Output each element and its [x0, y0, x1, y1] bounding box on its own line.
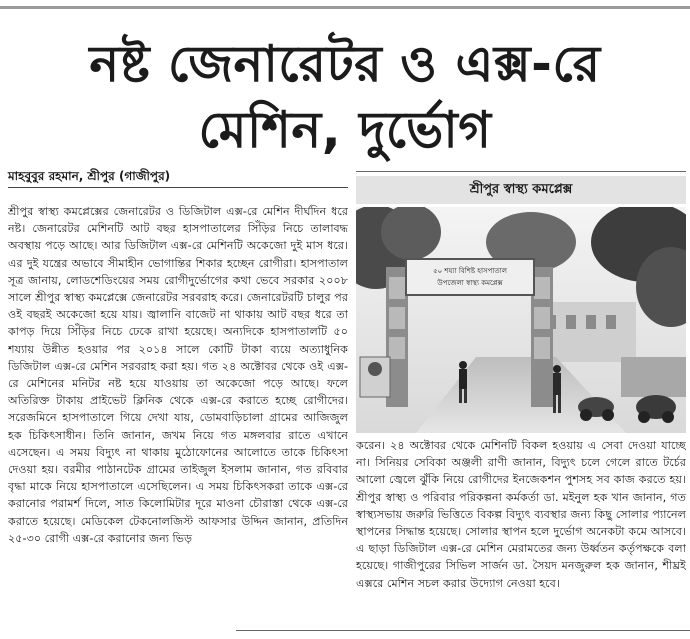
photo-caption: শ্রীপুর স্বাস্থ্য কমপ্লেক্স	[356, 176, 686, 204]
article-body-left-column	[8, 203, 348, 639]
svg-text:৫০ শয্যা বিশিষ্ট হাসপাতাল: ৫০ শয্যা বিশিষ্ট হাসপাতাল	[433, 267, 507, 275]
hospital-gate-photo	[356, 207, 686, 433]
headline-line-1: নষ্ট জেনারেটর ও এক্স-রে	[89, 35, 601, 93]
svg-text:উপজেলা স্বাস্থ্য কমপ্লেক্স: উপজেলা স্বাস্থ্য কমপ্লেক্স	[437, 279, 503, 287]
article-text-left: শ্রীপুর স্বাস্থ্য কমপ্লেক্সের জেনারেটর ও ডিজিটাল এক্স-রে মেশিন দীর্ঘদিন ধরে নষ্ট। জেনারেটর মেশিনটি আট বছর হাসপাতালের সিঁড়ির নিচে তালাবদ্ধ অবস্থায় পড়ে আছে। আর ডিজিটাল এক্স-রে মেশিনটি অকেজো দুই মাস ধরে। এর দুই যন্ত্রের অভাবে সীমাহীন ভোগান্তির শিকার হচ্ছেন রোগীরা। হাসপাতাল সূত্র জানায়, লোডশেডিংয়ের সময় রোগীদুর্ভোগের কথা ভেবে সরকার ২০০৮ সালে শ্রীপুর স্বাস্থ্য কমপ্লেক্সে জেনারেটর সরবরাহ করে। জেনারেটরটি চালুর পর ওই বছরই অকেজো হয়ে যায়। জ্বালানি বাজেট না থাকায় আট বছর ধরে তা কাপড় দিয়ে সিঁড়ির নিচে ঢেকে রাখা হয়েছে। অন্যদিকে হাসপাতালটি ৫০ শয্যায় উন্নীত হওয়ার পর ২০১৪ সালে কোটি টাকা ব্যয়ে অত্যাধুনিক ডিজিটাল এক্স-রে মেশিন সরবরাহ করা হয়। গত ২৪ অক্টোবর থেকে ওই এক্স-রে মেশিনের মনিটর নষ্ট হয়ে যাওয়ায় তা অকেজো পড়ে আছে। ফলে অতিরিক্ত টাকায় প্রাইভেট ক্লিনিক থেকে এক্স-রে করাতে হচ্ছে রোগীদের। সরেজমিনে হাসপাতালে গিয়ে দেখা যায়, ডোমবাড়িচালা গ্রামের আজিজুল হক চিকিৎসাধীন। তিনি জানান, জখম নিয়ে গত মঙ্গলবার রাতে এখানে এসেছেন। এ সময় বিদ্যুৎ না থাকায় মুঠোফোনের আলোতে তাকে চিকিৎসা দেওয়া হয়। বরমীর পাঠানটেক গ্রামের তাইজুল ইসলাম জানান, গত রবিবার বৃদ্ধা মাকে নিয়ে হাসপাতালে এসেছিলেন। এ সময় চিকিৎসকরা তাকে এক্স-রে করানোর পরামর্শ দিলে, সাত কিলোমিটার দূরে মাওনা চৌরাস্তা থেকে এক্স-রে করাতে হয়েছে। মেডিকেল টেকনোলজিস্ট আফসার উদ্দিন জানান, প্রতিদিন ২৫-৩০ রোগী এক্স-রে করানোর জন্য ভিড়	[8, 205, 348, 545]
top-rule	[0, 6, 690, 9]
headline-line-2: মেশিন, দুর্ভোগ	[198, 101, 492, 159]
byline-rule	[8, 187, 348, 188]
byline: মাহবুবুর রহমান, শ্রীপুর (গাজীপুর)	[8, 169, 171, 183]
article-text-right: করেন। ২৪ অক্টোবর থেকে মেশিনটি বিকল হওয়ায় এ সেবা দেওয়া যাচ্ছে না। সিনিয়র সেবিকা অঞ্জলী রাণী জানান, বিদ্যুৎ চলে গেলে রাতে টর্চের আলো জ্বেলে ঝুঁকি নিয়ে রোগীদের ইনজেকশন পুশসহ সব কাজ করতে হয়। শ্রীপুর স্বাস্থ্য ও পরিবার পরিকল্পনা কর্মকর্তা ডা. মইনুল হক খান জানান, গত স্বাস্থ্যসভায় জরুরি ভিত্তিতে বিকল্প বিদ্যুৎ ব্যবস্থার জন্য কিছু সোলার প্যানেল স্থাপনের সিদ্ধান্ত হয়েছে। সোলার স্থাপন হলে দুর্ভোগ অনেকটা কমে আসবে। এ ছাড়া ডিজিটাল এক্স-রে মেশিন মেরামতের জন্য উর্ধ্বতন কর্তৃপক্ষকে বলা হয়েছে। গাজীপুরের সিভিল সার্জন ডা. সৈয়দ মনজুরুল হক জানান, শীঘ্রই এক্সরে মেশিন সচল করার উদ্যোগ নেওয়া হবে।	[356, 439, 686, 590]
bottom-rule	[236, 630, 690, 631]
photo-top-rule	[356, 171, 686, 172]
article-body-right-column	[356, 437, 686, 639]
